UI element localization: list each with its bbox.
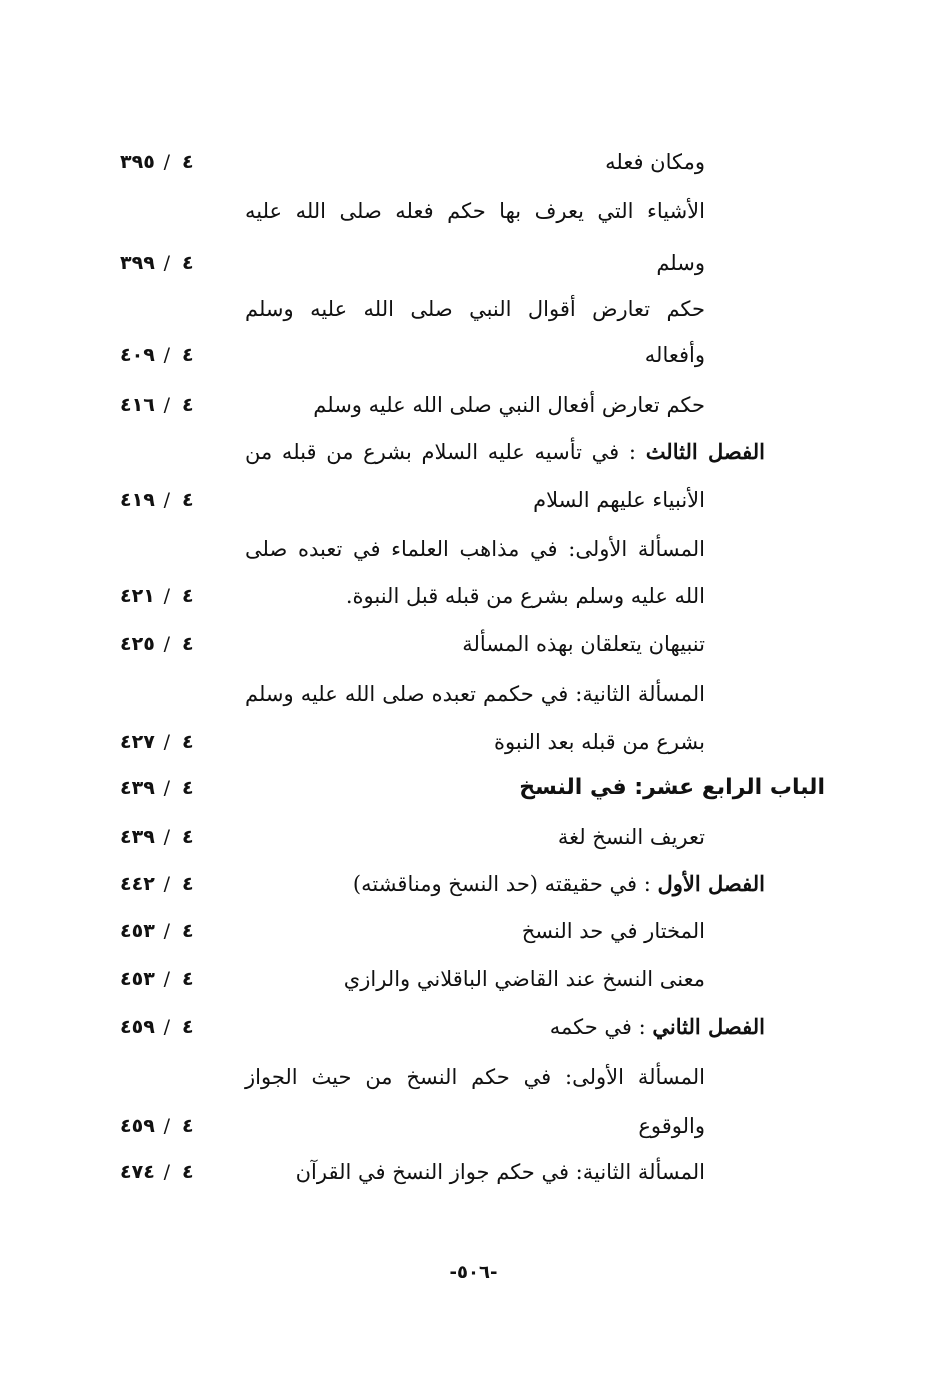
toc-entry xyxy=(100,239,825,287)
toc-entry xyxy=(100,285,825,333)
page-reference xyxy=(120,381,197,429)
toc-entry xyxy=(100,955,825,1003)
section-label: الفصل الثالث xyxy=(645,439,765,464)
toc-entry xyxy=(100,670,825,718)
entry-title xyxy=(353,860,765,908)
ref-separator: / xyxy=(163,920,170,942)
entry-title: تعريف النسخ لغة xyxy=(557,825,705,849)
entry-title: بشرع من قبله بعد النبوة xyxy=(494,730,705,754)
volume-number: ٤ xyxy=(181,1016,194,1038)
ref-separator: / xyxy=(163,1115,170,1137)
ref-separator: / xyxy=(163,826,170,848)
section-label: الفصل الثاني xyxy=(652,1014,765,1039)
toc-section-heading xyxy=(100,428,825,476)
chapter-title: الباب الرابع عشر: في النسخ xyxy=(519,775,825,800)
toc-entry xyxy=(100,718,825,766)
page-reference xyxy=(120,476,197,524)
page-reference xyxy=(120,718,197,766)
toc-entry xyxy=(100,476,825,524)
page-reference xyxy=(120,907,197,955)
volume-number: ٤ xyxy=(181,1115,194,1137)
volume-number: ٤ xyxy=(181,585,194,607)
page-number: ٤٣٩ xyxy=(120,826,155,848)
page-number: ٤٢٧ xyxy=(120,731,155,753)
ref-separator: / xyxy=(163,394,170,416)
entry-title xyxy=(550,1003,765,1051)
page-reference xyxy=(120,955,197,1003)
ref-separator: / xyxy=(163,1016,170,1038)
page-number: ٣٩٥ xyxy=(120,151,155,173)
entry-title: حكم تعارض أقوال النبي صلى الله عليه وسلم xyxy=(245,297,705,321)
ref-separator: / xyxy=(163,968,170,990)
section-subject: : في تأسيه عليه السلام بشرع من قبله من xyxy=(245,440,636,464)
page-number: ٤٢٥ xyxy=(120,633,155,655)
entry-title: المسألة الأولى: في حكم النسخ من حيث الجواز xyxy=(245,1065,705,1089)
page-reference xyxy=(120,572,197,620)
page-reference xyxy=(120,813,197,861)
toc-entry xyxy=(100,620,825,668)
page-reference xyxy=(120,620,197,668)
entry-title: الله عليه وسلم بشرع من قبله قبل النبوة. xyxy=(345,584,705,608)
page-reference xyxy=(120,1003,197,1051)
toc-entry xyxy=(100,1102,825,1150)
toc-entry xyxy=(100,187,825,235)
toc-entry xyxy=(100,138,825,186)
entry-title: تنبيهان يتعلقان بهذه المسألة xyxy=(462,632,705,656)
toc-entry xyxy=(100,813,825,861)
volume-number: ٤ xyxy=(181,151,194,173)
page-number: ٤٥٣ xyxy=(120,968,155,990)
ref-separator: / xyxy=(163,151,170,173)
toc-entry xyxy=(100,572,825,620)
toc-section-heading xyxy=(100,1003,825,1051)
entry-title: وأفعاله xyxy=(644,343,705,367)
page-number: ٤٠٩ xyxy=(120,344,155,366)
page-reference xyxy=(120,239,197,287)
entry-title: الأنبياء عليهم السلام xyxy=(533,488,705,512)
ref-separator: / xyxy=(163,344,170,366)
entry-title xyxy=(245,428,765,476)
page-number: ٤٥٣ xyxy=(120,920,155,942)
toc-entry xyxy=(100,525,825,573)
page-number: ٤٥٩ xyxy=(120,1016,155,1038)
volume-number: ٤ xyxy=(181,394,194,416)
page-number: ٤١٦ xyxy=(120,394,155,416)
toc-entry xyxy=(100,907,825,955)
section-subject: : في حقيقته (حد النسخ ومناقشته) xyxy=(352,872,651,896)
volume-number: ٤ xyxy=(181,920,194,942)
page-number: ٣٩٩ xyxy=(120,252,155,274)
toc-section-heading xyxy=(100,860,825,908)
section-subject: : في حكمه xyxy=(549,1015,646,1039)
page-reference xyxy=(120,860,197,908)
page-number: ٤٤٢ xyxy=(120,873,155,895)
toc-entry xyxy=(100,1053,825,1101)
page-reference xyxy=(120,1102,197,1150)
ref-separator: / xyxy=(163,489,170,511)
entry-title: حكم تعارض أفعال النبي صلى الله عليه وسلم xyxy=(313,393,705,417)
ref-separator: / xyxy=(163,252,170,274)
page-reference xyxy=(120,138,197,186)
page-folio: -٥٠٦- xyxy=(449,1262,498,1283)
page-number: ٤١٩ xyxy=(120,489,155,511)
volume-number: ٤ xyxy=(181,633,194,655)
entry-title: وسلم xyxy=(656,251,705,275)
entry-title: الأشياء التي يعرف بها حكم فعله صلى الله عليه xyxy=(245,199,705,223)
entry-title: المسألة الثانية: في حكم جواز النسخ في القرآن xyxy=(295,1160,705,1184)
volume-number: ٤ xyxy=(181,344,194,366)
entry-title: ومكان فعله xyxy=(605,150,705,174)
toc-chapter-heading xyxy=(100,764,825,812)
entry-title: المسألة الأولى: في مذاهب العلماء في تعبده صلى xyxy=(245,537,705,561)
entry-title: معنى النسخ عند القاضي الباقلاني والرازي xyxy=(343,967,705,991)
volume-number: ٤ xyxy=(181,731,194,753)
page-reference xyxy=(120,1148,197,1196)
volume-number: ٤ xyxy=(181,777,194,799)
volume-number: ٤ xyxy=(181,489,194,511)
page-number: ٤٧٤ xyxy=(120,1161,155,1183)
page-reference xyxy=(120,331,197,379)
ref-separator: / xyxy=(163,1161,170,1183)
volume-number: ٤ xyxy=(181,1161,194,1183)
page-reference xyxy=(120,764,197,812)
entry-title: والوقوع xyxy=(638,1114,705,1138)
ref-separator: / xyxy=(163,873,170,895)
toc-entry xyxy=(100,381,825,429)
ref-separator: / xyxy=(163,731,170,753)
page-number: ٤٣٩ xyxy=(120,777,155,799)
page-number: ٤٥٩ xyxy=(120,1115,155,1137)
entry-title: المسألة الثانية: في حكمم تعبده صلى الله عليه وسلم xyxy=(245,682,705,706)
volume-number: ٤ xyxy=(181,252,194,274)
volume-number: ٤ xyxy=(181,826,194,848)
entry-title: المختار في حد النسخ xyxy=(521,919,705,943)
section-label: الفصل الأول xyxy=(657,871,765,896)
ref-separator: / xyxy=(163,777,170,799)
toc-entry xyxy=(100,1148,825,1196)
ref-separator: / xyxy=(163,633,170,655)
volume-number: ٤ xyxy=(181,873,194,895)
toc-entry xyxy=(100,331,825,379)
ref-separator: / xyxy=(163,585,170,607)
volume-number: ٤ xyxy=(181,968,194,990)
page-number: ٤٢١ xyxy=(120,585,155,607)
